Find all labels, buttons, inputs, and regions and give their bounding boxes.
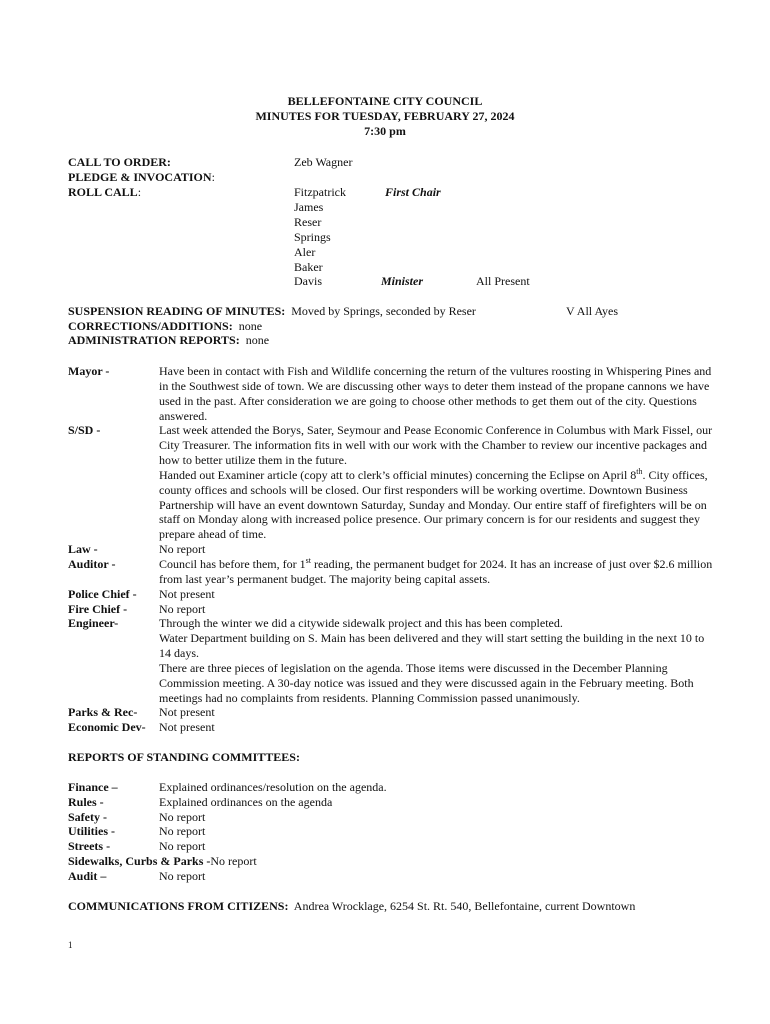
ssd-label: S/SD - xyxy=(68,423,101,437)
call-to-order-value: Zeb Wagner xyxy=(294,155,353,169)
committee-label: Safety - xyxy=(68,810,107,824)
pledge-suffix: : xyxy=(211,170,215,184)
roll-member: Davis xyxy=(294,274,322,288)
header-time: 7:30 pm xyxy=(364,124,406,138)
page-number: 1 xyxy=(68,940,73,950)
communications-line xyxy=(68,899,635,914)
ssd-paragraph-2-a: Handed out Examiner article (copy att to clerk’s official minutes) concerning the Eclipse on April 8 xyxy=(159,467,637,482)
engineer-label: Engineer- xyxy=(68,616,119,630)
ssd-paragraph-2-b: . City offices, county offices and schools will be closed. Our first responders will be working overtime. Downtown Business Partnership will have an event downtown Saturday, Sunday and Monday. Our entire staff of firefighters will be on staff on Monday along with increased police presence. Our primary concern is for our residents and suggest they prepare ahead of time. xyxy=(159,467,708,542)
committee-label: Rules - xyxy=(68,795,104,809)
engineer-paragraph-2: Water Department building on S. Main has been delivered and they will start setting the building in the next 10 to 14 days. xyxy=(159,630,705,660)
pledge-line xyxy=(68,170,215,185)
call-to-order-label: CALL TO ORDER: xyxy=(68,155,171,169)
corrections-label: CORRECTIONS/ADDITIONS: xyxy=(68,319,233,333)
ssd-paragraph-2 xyxy=(159,468,719,543)
first-chair-note: First Chair xyxy=(385,185,441,199)
auditor-report xyxy=(159,557,719,587)
parks-report: Not present xyxy=(159,705,215,719)
communications-text: Andrea Wrocklage, 6254 St. Rt. 540, Bellefontaine, current Downtown xyxy=(293,899,636,913)
police-label: Police Chief - xyxy=(68,587,137,601)
pledge-label: PLEDGE & INVOCATION xyxy=(68,170,212,184)
audit-report: No report xyxy=(159,869,206,883)
standing-committees-heading: REPORTS OF STANDING COMMITTEES: xyxy=(68,750,300,764)
sidewalks-label: Sidewalks, Curbs & Parks - xyxy=(68,854,211,868)
committee-report: Explained ordinances on the agenda xyxy=(159,795,333,809)
sidewalks-report: No report xyxy=(210,854,257,868)
law-report: No report xyxy=(159,542,206,556)
mayor-label: Mayor - xyxy=(68,364,110,378)
suspension-label: SUSPENSION READING OF MINUTES: xyxy=(68,304,286,318)
auditor-superscript: st xyxy=(305,556,311,565)
admin-reports-value: none xyxy=(245,333,270,347)
roll-call-label: ROLL CALL xyxy=(68,185,138,199)
roll-call-suffix: : xyxy=(137,185,142,199)
mayor-report xyxy=(159,364,719,424)
law-label: Law - xyxy=(68,542,98,556)
committee-report: No report xyxy=(159,824,206,838)
corrections-value: none xyxy=(238,319,263,333)
committee-report: Explained ordinances/resolution on the agenda. xyxy=(159,780,387,794)
corrections-line xyxy=(68,319,262,334)
header-title: BELLEFONTAINE CITY COUNCIL xyxy=(287,94,483,108)
committee-label: Finance – xyxy=(68,780,118,794)
roll-member: Reser xyxy=(294,215,322,229)
parks-label: Parks & Rec- xyxy=(68,705,138,719)
suspension-line xyxy=(68,304,476,319)
committee-report: No report xyxy=(159,810,206,824)
committee-report: No report xyxy=(159,839,206,853)
fire-label: Fire Chief - xyxy=(68,602,128,616)
communications-label: COMMUNICATIONS FROM CITIZENS: xyxy=(68,899,289,913)
roll-member: Fitzpatrick xyxy=(294,185,346,199)
admin-reports-line xyxy=(68,333,269,348)
ssd-paragraph-1: Last week attended the Borys, Sater, Seymour and Pease Economic Conference in Columbus with Mark Fissel, our City Treasurer. The information fits in well with our work with the Chamber to review our incentive packages and how to better utilize them in the future. xyxy=(159,423,713,467)
roll-member: Aler xyxy=(294,245,316,259)
all-present-note: All Present xyxy=(476,274,530,288)
auditor-label: Auditor - xyxy=(68,557,116,571)
engineer-paragraph-3: There are three pieces of legislation on the agenda. Those items were discussed in the December Planning Commission meeting. A 30-day notice was issued and they were discussed again in the February meeting. Both meetings had no complaints from residents. Planning Commission passed unanimously. xyxy=(159,660,694,705)
econ-label: Economic Dev- xyxy=(68,720,146,734)
roll-member: Springs xyxy=(294,230,331,244)
admin-reports-label: ADMINISTRATION REPORTS: xyxy=(68,333,240,347)
ssd-superscript: th xyxy=(636,466,643,476)
roll-call-line xyxy=(68,185,141,200)
ssd-report xyxy=(159,423,719,542)
header-subtitle: MINUTES FOR TUESDAY, FEBRUARY 27, 2024 xyxy=(255,109,515,123)
auditor-text-a: Council has before them, for 1 xyxy=(159,557,306,571)
econ-report: Not present xyxy=(159,720,215,734)
roll-member: James xyxy=(294,200,324,214)
suspension-value: Moved by Springs, seconded by Reser xyxy=(291,304,476,318)
audit-label: Audit – xyxy=(68,869,107,883)
engineer-report xyxy=(159,616,719,705)
engineer-paragraph-1: Through the winter we did a citywide sidewalk project and this has been completed. xyxy=(159,616,563,630)
minister-note: Minister xyxy=(381,274,424,288)
fire-report: No report xyxy=(159,602,206,616)
sidewalks-line xyxy=(68,854,257,869)
auditor-report-text xyxy=(159,557,719,587)
committee-label: Streets - xyxy=(68,839,111,853)
mayor-report-text: Have been in contact with Fish and Wildlife concerning the return of the vultures roosting in Whispering Pines and in the Southwest side of town. We are discussing other ways to deter them instead of the propane cannons we have used in the past. After consideration we are going to choose other methods to get them out of the city. Questions answered. xyxy=(159,364,712,423)
committee-label: Utilities - xyxy=(68,824,115,838)
auditor-text-b: reading, the permanent budget for 2024. It has an increase of just over $2.6 million from last year’s permanent budget. The majority being capital assets. xyxy=(159,557,713,586)
suspension-vote: V All Ayes xyxy=(566,304,619,318)
police-report: Not present xyxy=(159,587,215,601)
roll-member: Baker xyxy=(294,260,323,274)
